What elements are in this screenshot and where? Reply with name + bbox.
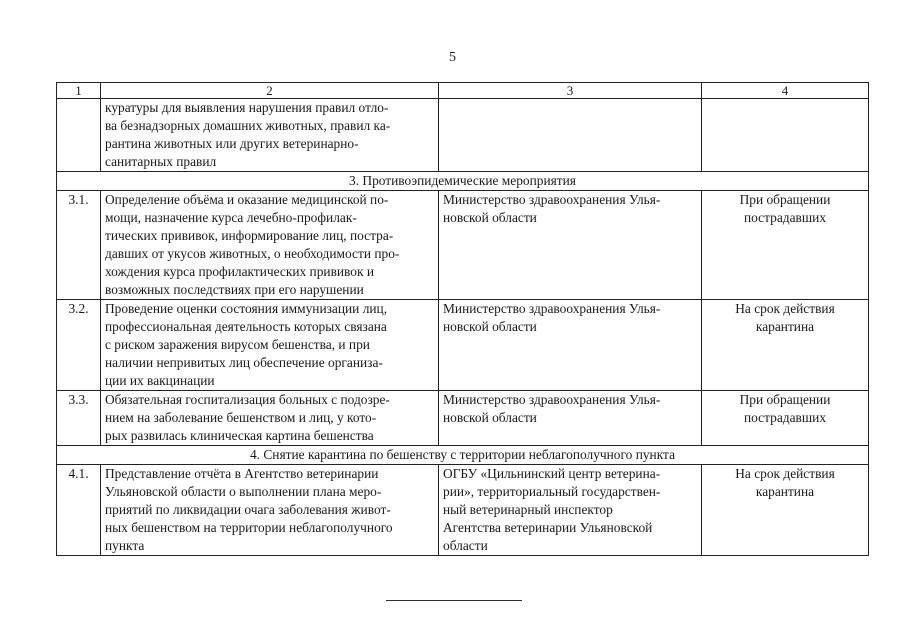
table-row xyxy=(57,465,869,556)
measures-table xyxy=(56,82,869,556)
text-line: Проведение оценки состояния иммунизации лиц, xyxy=(105,301,388,316)
measure-description xyxy=(101,191,439,300)
execution-term xyxy=(702,465,869,556)
row-number: 3.3. xyxy=(57,391,101,446)
row-number: 3.2. xyxy=(57,300,101,391)
text-line: Министерство здравоохранения Улья- xyxy=(443,301,661,316)
table-row xyxy=(57,391,869,446)
text-line: Обязательная госпитализация больных с подозре- xyxy=(105,392,390,407)
table-row xyxy=(57,191,869,300)
execution-term xyxy=(702,391,869,446)
text-line: области xyxy=(443,538,488,553)
text-line: возможных последствиях при его нарушении xyxy=(105,282,364,297)
section-title: 4. Снятие карантина по бешенству с территории неблагополучного пункта xyxy=(57,446,869,465)
text-line: давших от укусов животных, о необходимости про- xyxy=(105,246,400,261)
text-line: приятий по ликвидации очага заболевания живот- xyxy=(105,502,391,517)
text-line: новской области xyxy=(443,319,537,334)
responsible-executor xyxy=(439,191,702,300)
page-number: 5 xyxy=(449,50,456,65)
text-line: Представление отчёта в Агентство ветеринарии xyxy=(105,466,379,481)
text-line: карантина xyxy=(755,484,815,499)
measure-description xyxy=(101,300,439,391)
section-title: 3. Противоэпидемические мероприятия xyxy=(57,172,869,191)
column-number-1: 1 xyxy=(57,83,101,99)
section-header-row xyxy=(57,172,869,191)
text-line: новской области xyxy=(443,410,537,425)
text-line: карантина xyxy=(755,319,815,334)
row-number xyxy=(57,99,101,172)
table-row xyxy=(57,300,869,391)
text-line: рых развилась клиническая картина бешенства xyxy=(105,428,374,443)
measure-description xyxy=(101,99,439,172)
text-line: ный ветеринарный инспектор xyxy=(443,502,613,517)
table-header-row xyxy=(57,83,869,99)
section-header-row xyxy=(57,446,869,465)
text-line: пострадавших xyxy=(743,410,827,425)
text-line: При обращении xyxy=(739,392,831,407)
responsible-executor xyxy=(439,391,702,446)
text-line: ОГБУ «Цильнинский центр ветерина- xyxy=(443,466,661,481)
row-number: 4.1. xyxy=(57,465,101,556)
execution-term xyxy=(702,300,869,391)
text-line: рии», территориальный государствен- xyxy=(443,484,661,499)
text-line: хождения курса профилактических прививок и xyxy=(105,264,375,279)
text-line: ции их вакцинации xyxy=(105,373,215,388)
column-number-2: 2 xyxy=(101,83,439,99)
table-row xyxy=(57,99,869,172)
text-line: На срок действия xyxy=(735,301,835,316)
text-line: ных бешенством на территории неблагополучного xyxy=(105,520,393,535)
responsible-executor xyxy=(439,300,702,391)
text-line: профессиональная деятельность которых связана xyxy=(105,319,387,334)
text-line: рантина животных или других ветеринарно- xyxy=(105,136,359,151)
text-line: новской области xyxy=(443,210,537,225)
column-number-3: 3 xyxy=(439,83,702,99)
text-line: При обращении xyxy=(739,192,831,207)
text-line: На срок действия xyxy=(735,466,835,481)
execution-term xyxy=(702,191,869,300)
text-line: Агентства ветеринарии Ульяновской xyxy=(443,520,653,535)
text-line: пострадавших xyxy=(743,210,827,225)
responsible-executor xyxy=(439,99,702,172)
row-number: 3.1. xyxy=(57,191,101,300)
text-line: Определение объёма и оказание медицинской по- xyxy=(105,192,389,207)
text-line: наличии непривитых лиц обеспечение организа- xyxy=(105,355,383,370)
execution-term xyxy=(702,99,869,172)
footnote-separator xyxy=(386,600,522,601)
text-line: пункта xyxy=(105,538,145,553)
text-line: санитарных правил xyxy=(105,154,217,169)
text-line: с риском заражения вирусом бешенства, и при xyxy=(105,337,370,352)
text-line: нием на заболевание бешенством и лиц, у кото- xyxy=(105,410,377,425)
column-number-4: 4 xyxy=(702,83,869,99)
measure-description xyxy=(101,465,439,556)
text-line: Министерство здравоохранения Улья- xyxy=(443,192,661,207)
text-line: Министерство здравоохранения Улья- xyxy=(443,392,661,407)
text-line: Ульяновской области о выполнении плана меро- xyxy=(105,484,382,499)
text-line: мощи, назначение курса лечебно-профилак- xyxy=(105,210,357,225)
responsible-executor xyxy=(439,465,702,556)
text-line: тических прививок, информирование лиц, постра- xyxy=(105,228,394,243)
measure-description xyxy=(101,391,439,446)
text-line: ва безнадзорных домашних животных, правил ка- xyxy=(105,118,391,133)
text-line: куратуры для выявления нарушения правил отло- xyxy=(105,100,389,115)
